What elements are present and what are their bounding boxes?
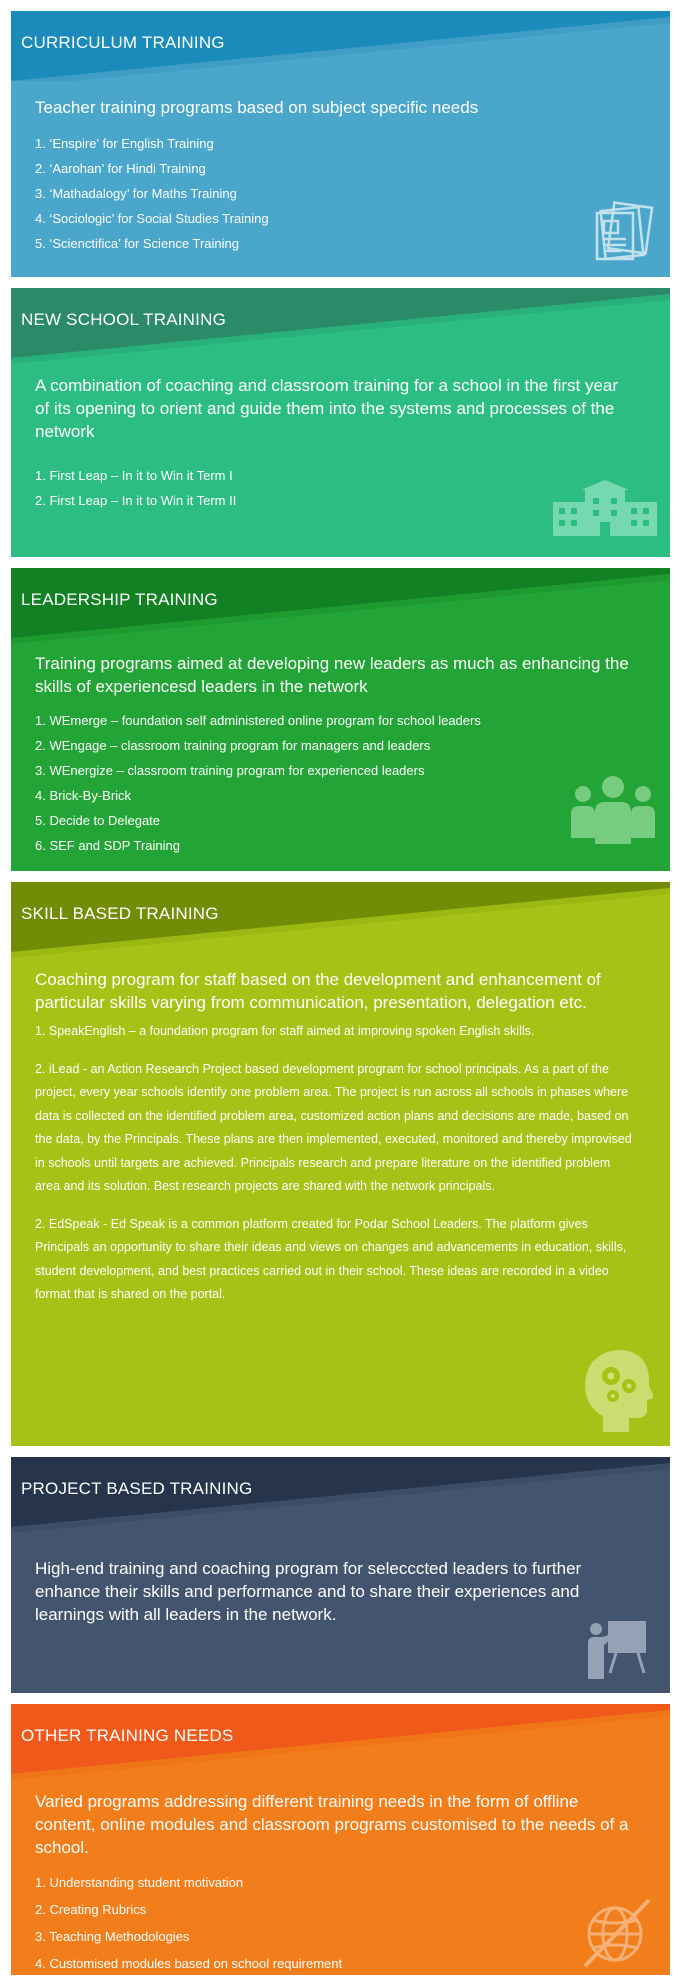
card-body: [35, 96, 636, 256]
list-item: 3. Teaching Methodologies: [35, 1929, 190, 1944]
presenter-icon: [586, 1617, 648, 1679]
card-body: [35, 652, 636, 858]
new-school-training-card: [11, 288, 670, 557]
card-description: Teacher training programs based on subject specific needs: [35, 98, 479, 117]
card-description: Training programs aimed at developing new leaders as much as enhancing the skills of experiencesd leaders in the network: [35, 654, 629, 696]
project-based-training-card: [11, 1457, 670, 1693]
list-item: 1. ‘Enspire’ for English Training: [35, 136, 214, 151]
head-gears-icon: [581, 1346, 653, 1432]
card-title: LEADERSHIP TRAINING: [21, 590, 218, 609]
card-description: A combination of coaching and classroom training for a school in the first year of its opening to orient and guide them into the systems and processes of the network: [35, 376, 619, 441]
list-item: 1. WEmerge – foundation self administered online program for school leaders: [35, 713, 481, 728]
paragraph: 2. EdSpeak - Ed Speak is a common platform created for Podar School Leaders. The platform gives Principals an opportunity to share their ideas and views on changes and advancements in education, skills, student development, and best practices carried out in their school. These ideas are recorded in a video format that is shared on the portal.: [35, 1216, 627, 1301]
list-item: 2. ‘Aarohan’ for Hindi Training: [35, 161, 206, 176]
list-item: 4. Customised modules based on school requirement: [35, 1956, 343, 1971]
documents-icon: [591, 201, 655, 263]
curriculum-training-card: [11, 11, 670, 277]
card-body: [35, 968, 636, 1321]
card-body: [35, 374, 636, 513]
list-item: 5. Decide to Delegate: [35, 813, 161, 828]
card-title: CURRICULUM TRAINING: [21, 33, 225, 52]
list-item: 3. ‘Mathadalogy’ for Maths Training: [35, 186, 237, 201]
list-item: 3. WEnergize – classroom training program for experienced leaders: [35, 763, 425, 778]
list-item: 2. Creating Rubrics: [35, 1902, 147, 1917]
program-list: [35, 131, 636, 256]
skill-based-training-card: [11, 882, 670, 1446]
list-item: 2. WEngage – classroom training program for managers and leaders: [35, 738, 431, 753]
list-item: 1. First Leap – In it to Win it Term I: [35, 468, 233, 483]
card-body: [35, 1790, 636, 1975]
card-title: PROJECT BASED TRAINING: [21, 1479, 253, 1498]
paragraph: 1. SpeakEnglish – a foundation program for staff aimed at improving spoken English skills.: [35, 1024, 535, 1038]
list-item: 4. ‘Sociologic’ for Social Studies Training: [35, 211, 269, 226]
card-title: NEW SCHOOL TRAINING: [21, 310, 226, 329]
card-title: SKILL BASED TRAINING: [21, 904, 219, 923]
paragraph: 2. iLead - an Action Research Project based development program for school principals. As a part of the project, every year schools identify one problem area. The project is run across all schools in phases where data is collected on the identified problem area, customized action plans and decisions are made, based on the data, by the Principals. These plans are then implemented, executed, monitored and thereby improvised in schools until targets are achieved. Principals research and prepare literature on the identified problem area and its solution. Best research projects are shared with the network principals.: [35, 1061, 632, 1193]
team-icon: [569, 774, 657, 846]
leadership-training-card: [11, 568, 670, 871]
card-description: Varied programs addressing different training needs in the form of offline content, online modules and classroom programs customised to the needs of a school.: [35, 1792, 629, 1857]
program-list: [35, 1869, 636, 1975]
card-body: [35, 1557, 636, 1638]
card-description: High-end training and coaching program for selecccted leaders to further enhance their skills and performance and to share their experiences and learnings with all leaders in the network.: [35, 1559, 582, 1624]
globe-crossed-icon: [579, 1896, 653, 1968]
list-item: 4. Brick-By-Brick: [35, 788, 132, 803]
program-list: [35, 463, 636, 513]
other-training-needs-card: [11, 1704, 670, 1975]
list-item: 1. Understanding student motivation: [35, 1875, 244, 1890]
list-item: 2. First Leap – In it to Win it Term II: [35, 493, 237, 508]
list-item: 5. ‘Scienctifica’ for Science Training: [35, 236, 240, 251]
card-description: Coaching program for staff based on the development and enhancement of particular skills varying from communication, presentation, delegation etc.: [35, 970, 601, 1012]
program-list: [35, 708, 636, 858]
list-item: 6. SEF and SDP Training: [35, 838, 181, 853]
school-building-icon: [551, 480, 659, 536]
card-title: OTHER TRAINING NEEDS: [21, 1726, 234, 1745]
